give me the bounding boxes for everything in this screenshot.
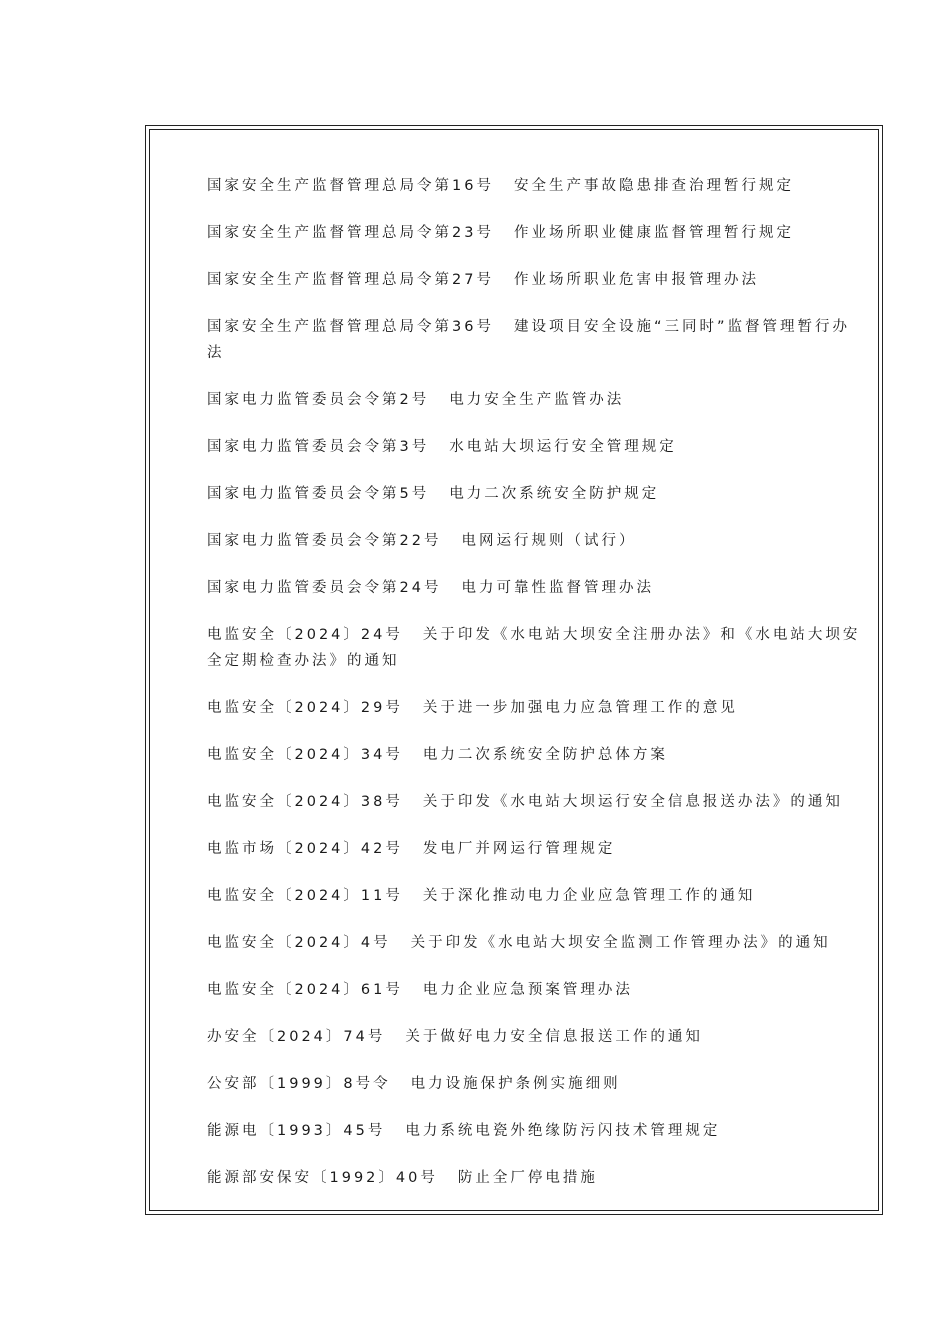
regulation-code: 公安部〔1999〕8号令 [207, 1076, 391, 1092]
regulation-code: 电监安全〔2024〕24号 [207, 627, 403, 643]
regulation-title: 电力系统电瓷外绝缘防污闪技术管理规定 [405, 1123, 721, 1139]
list-item [207, 742, 867, 768]
regulation-code: 国家安全生产监督管理总局令第23号 [207, 225, 494, 241]
list-item [207, 1071, 867, 1097]
regulation-title: 防止全厂停电措施 [457, 1170, 598, 1186]
regulation-title: 作业场所职业危害申报管理办法 [513, 272, 759, 288]
regulation-code: 能源部安保安〔1992〕40号 [207, 1170, 438, 1186]
list-item [207, 481, 867, 507]
regulation-code: 国家安全生产监督管理总局令第27号 [207, 272, 494, 288]
list-item [207, 267, 867, 293]
regulation-title: 关于印发《水电站大坝安全监测工作管理办法》的通知 [410, 935, 831, 951]
regulation-code: 电监安全〔2024〕34号 [207, 747, 403, 763]
regulation-title: 发电厂并网运行管理规定 [422, 841, 616, 857]
list-item [207, 173, 867, 199]
regulation-title: 电力企业应急预案管理办法 [422, 982, 633, 998]
regulation-code: 国家电力监管委员会令第5号 [207, 486, 430, 502]
regulation-title: 电力可靠性监督管理办法 [461, 580, 654, 596]
regulation-code: 办安全〔2024〕74号 [207, 1029, 386, 1045]
list-item [207, 314, 867, 366]
regulation-title: 建设项目安全设施“三同时”监督管理暂行办法 [207, 319, 850, 361]
regulation-code: 国家电力监管委员会令第22号 [207, 533, 442, 549]
regulation-title: 电力二次系统安全防护总体方案 [422, 747, 668, 763]
regulation-list [207, 173, 867, 1212]
list-item [207, 1024, 867, 1050]
regulation-title: 电力二次系统安全防护规定 [449, 486, 660, 502]
regulation-title: 关于做好电力安全信息报送工作的通知 [405, 1029, 703, 1045]
list-item [207, 387, 867, 413]
regulation-code: 国家安全生产监督管理总局令第36号 [207, 319, 494, 335]
regulation-code: 电监安全〔2024〕38号 [207, 794, 403, 810]
regulation-title: 作业场所职业健康监督管理暂行规定 [513, 225, 794, 241]
regulation-title: 关于印发《水电站大坝运行安全信息报送办法》的通知 [422, 794, 843, 810]
regulation-code: 能源电〔1993〕45号 [207, 1123, 386, 1139]
list-item [207, 1165, 867, 1191]
regulation-title: 水电站大坝运行安全管理规定 [449, 439, 677, 455]
regulation-title: 关于印发《水电站大坝安全注册办法》和《水电站大坝安全定期检查办法》的通知 [207, 627, 861, 669]
list-item [207, 695, 867, 721]
list-item [207, 1118, 867, 1144]
regulation-title: 电力安全生产监管办法 [449, 392, 625, 408]
regulation-code: 电监安全〔2024〕61号 [207, 982, 403, 998]
list-item [207, 883, 867, 909]
list-item [207, 977, 867, 1003]
regulation-code: 国家电力监管委员会令第24号 [207, 580, 442, 596]
regulation-code: 国家安全生产监督管理总局令第16号 [207, 178, 494, 194]
list-item [207, 930, 867, 956]
list-item [207, 622, 867, 674]
list-item [207, 220, 867, 246]
regulation-title: 电网运行规则（试行） [461, 533, 637, 549]
regulation-code: 国家电力监管委员会令第3号 [207, 439, 430, 455]
regulation-title: 关于进一步加强电力应急管理工作的意见 [422, 700, 738, 716]
regulation-title: 关于深化推动电力企业应急管理工作的通知 [422, 888, 756, 904]
regulation-code: 电监安全〔2024〕4号 [207, 935, 391, 951]
regulation-code: 电监市场〔2024〕42号 [207, 841, 403, 857]
list-item [207, 836, 867, 862]
regulation-code: 电监安全〔2024〕11号 [207, 888, 403, 904]
regulation-code: 电监安全〔2024〕29号 [207, 700, 403, 716]
list-item [207, 434, 867, 460]
list-item [207, 789, 867, 815]
list-item [207, 575, 867, 601]
regulation-title: 安全生产事故隐患排查治理暂行规定 [513, 178, 794, 194]
list-item [207, 528, 867, 554]
regulation-title: 电力设施保护条例实施细则 [410, 1076, 621, 1092]
regulation-code: 国家电力监管委员会令第2号 [207, 392, 430, 408]
